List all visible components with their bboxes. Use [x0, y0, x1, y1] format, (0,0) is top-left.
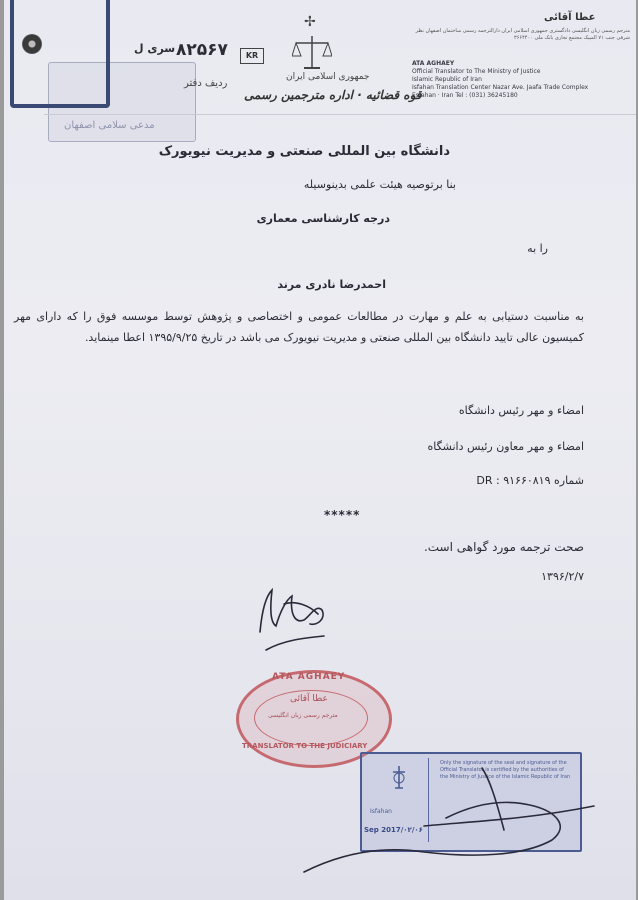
president-signature-line: امضاء و مهر رئیس دانشگاه — [458, 404, 584, 417]
certificate-number: شماره ۹۱۶۶۰۸۱۹ : DR — [476, 474, 584, 487]
emblem-caption: جمهوری اسلامی ایران — [286, 72, 370, 82]
degree-line: درجه کارشناسی معماری — [256, 212, 390, 225]
university-title: دانشگاه بین المللی صنعتی و مدیریت نیویورک — [158, 144, 450, 159]
blue-stamp-date: Sep 2017/۰۲/۰۶ — [364, 826, 423, 834]
blue-stamp-text: Only the signature of the seal and signature of the Official Translator is certified by the authorities of the Ministry of Justice of the Islamic Republic of Iran — [440, 760, 571, 780]
series-label: سری ل — [134, 42, 176, 55]
registration-number: ۸۲۵۶۷ — [176, 40, 228, 60]
blue-stamp-city: Isfahan — [370, 808, 392, 815]
translator-en-line: ATA AGHAEY — [412, 60, 455, 67]
translator-en-line: Isfahan Translation Center Nazar Ave. Jaafa Trade Complex — [412, 84, 589, 91]
vice-president-signature-line: امضاء و مهر معاون رئیس دانشگاه — [427, 440, 584, 453]
flag-mark: KR — [240, 48, 264, 64]
old-stamp-text: مدعی سلامی اصفهان — [64, 120, 155, 131]
separator-stars: ***** — [324, 508, 361, 522]
document-page — [4, 0, 636, 900]
recommendation-line: بنا برتوصیه هیئت علمی بدینوسیله — [303, 178, 456, 191]
translator-details-fa: مترجم رسمی زبان انگلیسی دادگستری جمهوری اسلامی ایران دارالترجمه رسمی ساختمان اصفهان نظر شرقی جنب ۷۱ المپیک مجتمع تجاری بانک ملی ۳۶۶۴۴۰۰ — [415, 28, 630, 41]
translator-en-line: Official Translator to The Ministry of Justice — [412, 68, 541, 75]
seal-subtitle-fa: مترجم رسمی زبان انگلیسی — [268, 712, 338, 719]
translator-name-fa: عطا آقائی — [544, 12, 596, 23]
translator-en-line: Esfahan · Iran Tel : (031) 36245180 — [412, 92, 518, 99]
judiciary-title: قوه قضائیه · اداره مترجمین رسمی — [244, 88, 422, 102]
seal-bottom-text: TRANSLATOR TO THE JUDICIARY — [242, 742, 368, 750]
translation-date: ۱۳۹۶/۲/۷ — [541, 570, 584, 583]
emblem-crest-icon: ✢ — [304, 14, 316, 30]
translator-en-line: Islamic Republic of Iran — [412, 76, 482, 83]
seal-top-text: ATA AGHAEY — [272, 672, 346, 682]
seal-name-fa: عطا آقائی — [290, 694, 328, 704]
recipient-name: احمدرضا نادری مرند — [277, 278, 386, 291]
award-paragraph: به مناسبت دستیابی به علم و مهارت در مطالعات عمومی و اختصاصی و پژوهش توسط موسسه فوق را که دارای مهر کمیسیون عالی تایید دانشگاه بین المللی صنعتی و مدیریت نیویورک می باشد در تاریخ ۱۳۹۵/۹/۲۵ اعطا مینماید. — [14, 310, 584, 344]
registry-label: ردیف دفتر — [184, 78, 228, 89]
handwritten-signatures — [4, 0, 636, 900]
to-line: را به — [527, 242, 548, 255]
certification-line: صحت ترجمه مورد گواهی است. — [423, 540, 584, 554]
